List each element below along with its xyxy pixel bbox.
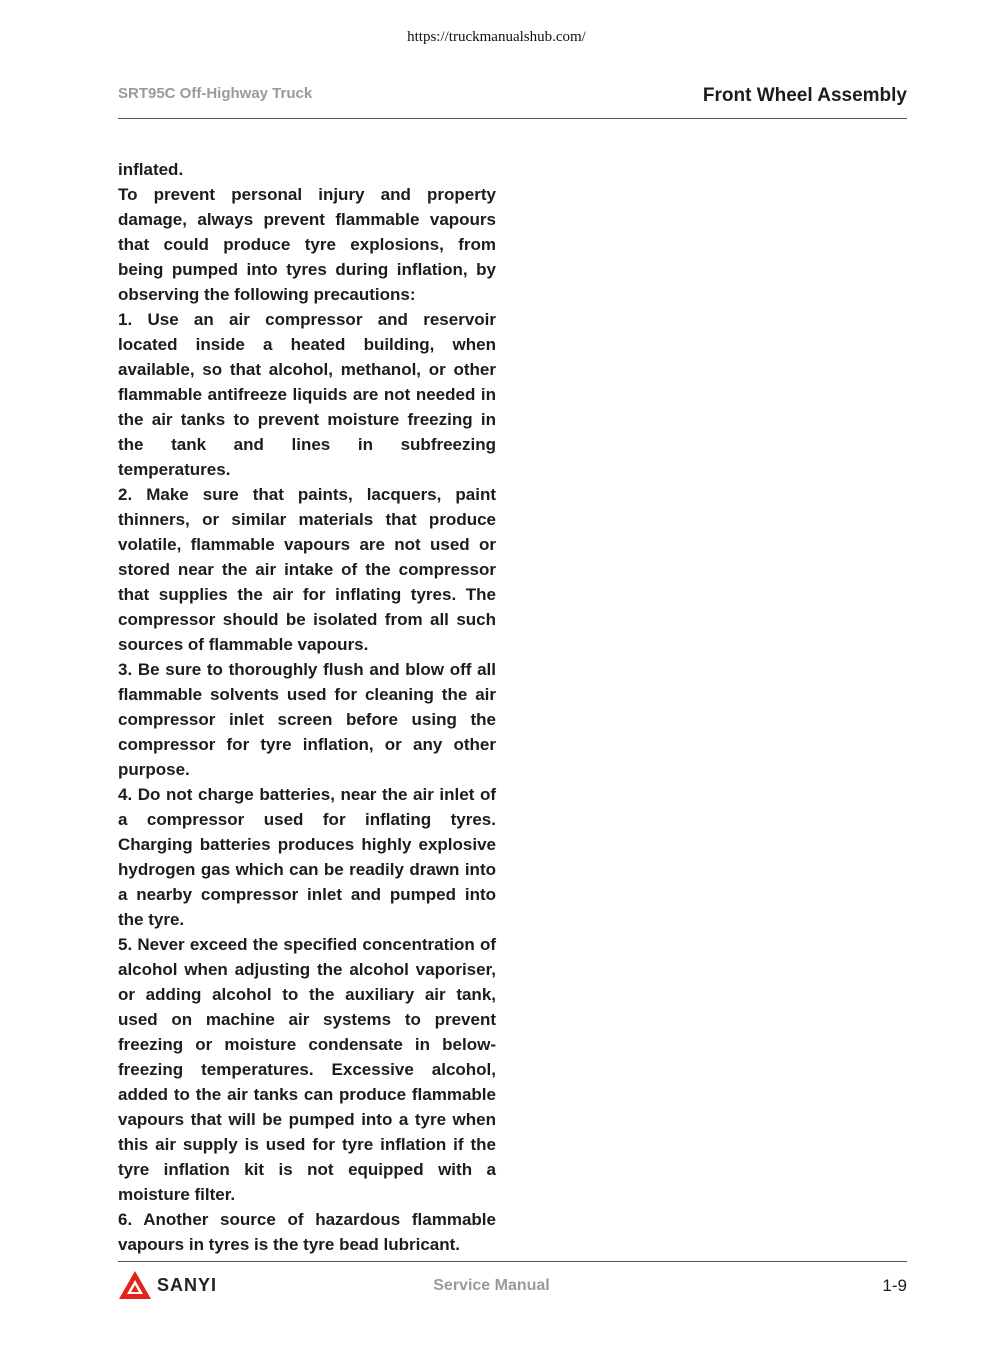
footer-divider — [118, 1261, 907, 1262]
precaution-item-6: 6. Another source of hazardous flammable vapours in tyres is the tyre bead lubricant. — [118, 1210, 496, 1254]
logo-wordmark: SANYI — [157, 1274, 218, 1295]
header-section-title: Front Wheel Assembly — [702, 85, 907, 106]
header-product-name: SRT95C Off-Highway Truck — [118, 85, 313, 102]
precaution-item-2: 2. Make sure that paints, lacquers, paint thinners, or similar materials that produce volatile, flammable vapours are not used or stored near the air intake of the compressor that supplies the air for inflating tyres. The compressor should be isolated from all such sources of flammable vapours. — [118, 485, 496, 654]
precaution-item-3: 3. Be sure to thoroughly flush and blow off all flammable solvents used for cleaning the air compressor inlet screen before using the compressor for tyre inflation, or any other purpose. — [118, 660, 496, 779]
precaution-item-1: 1. Use an air compressor and reservoir located inside a heated building, when available, so that alcohol, methanol, or other flammable antifreeze liquids are not needed in the air tanks to prevent moisture freezing in the tank and lines in subfreezing temperatures. — [118, 310, 496, 479]
precaution-item-5: 5. Never exceed the specified concentration of alcohol when adjusting the alcohol vaporiser, or adding alcohol to the auxiliary air tank, used on machine air systems to prevent freezing or moisture condensate in below-freezing temperatures. Excessive alcohol, added to the air tanks can produce flammable vapours that will be pumped into a tyre when this air supply is used for tyre inflation if the tyre inflation kit is not equipped with a moisture filter. — [118, 935, 496, 1204]
paragraph-continuation: inflated. — [118, 160, 184, 179]
header-divider — [118, 118, 907, 119]
footer-manual-title: Service Manual — [433, 1277, 550, 1294]
body-text-column — [118, 157, 496, 1257]
precaution-item-4: 4. Do not charge batteries, near the air inlet of a compressor used for inflating tyres. Charging batteries produces highly explosive hydrogen gas which can be readily drawn into a nearby compressor inlet and pumped into the tyre. — [118, 785, 496, 929]
page-number: 1-9 — [882, 1276, 907, 1295]
paragraph-warning-intro: To prevent personal injury and property damage, always prevent flammable vapours that could produce tyre explosions, from being pumped into tyres during inflation, by observing the following precautions: — [118, 185, 496, 304]
source-url: https://truckmanualshub.com/ — [407, 29, 586, 45]
